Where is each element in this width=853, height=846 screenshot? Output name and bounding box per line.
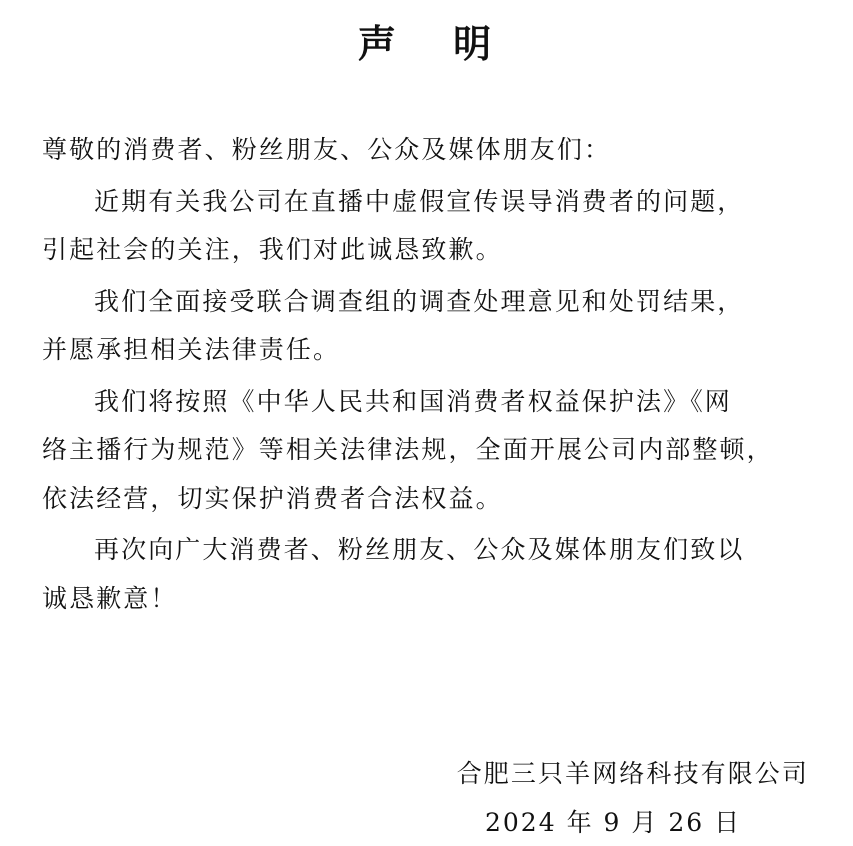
signature-company: 合肥三只羊网络科技有限公司 bbox=[456, 759, 809, 788]
paragraph-line: 再次向广大消费者、粉丝朋友、公众及媒体朋友们致以 bbox=[94, 535, 745, 564]
signature-date: 2024 年 9 月 26 日 bbox=[485, 808, 742, 837]
paragraph-closing bbox=[42, 526, 817, 623]
paragraph-line: 络主播行为规范》等相关法律法规，全面开展公司内部整顿， bbox=[42, 435, 774, 464]
paragraph-line: 近期有关我公司在直播中虚假宣传误导消费者的问题， bbox=[94, 186, 745, 216]
paragraph-line: 诚恳歉意！ bbox=[42, 583, 178, 613]
document-title: 声 明 bbox=[357, 21, 514, 66]
paragraph-line: 我们全面接受联合调查组的调查处理意见和处罚结果， bbox=[94, 286, 745, 316]
paragraph-line: 引起社会的关注，我们对此诚恳致歉。 bbox=[42, 235, 503, 264]
salutation: 尊敬的消费者、粉丝朋友、公众及媒体朋友们： bbox=[42, 135, 612, 164]
paragraph-acceptance bbox=[42, 278, 817, 375]
paragraph-line: 并愿承担相关法律责任。 bbox=[42, 335, 341, 364]
paragraph-apology bbox=[42, 178, 817, 275]
paragraph-compliance bbox=[42, 378, 817, 524]
paragraph-line: 依法经营，切实保护消费者合法权益。 bbox=[42, 483, 503, 513]
document-body bbox=[42, 126, 817, 626]
paragraph-line: 我们将按照《中华人民共和国消费者权益保护法》《网 bbox=[94, 386, 732, 416]
